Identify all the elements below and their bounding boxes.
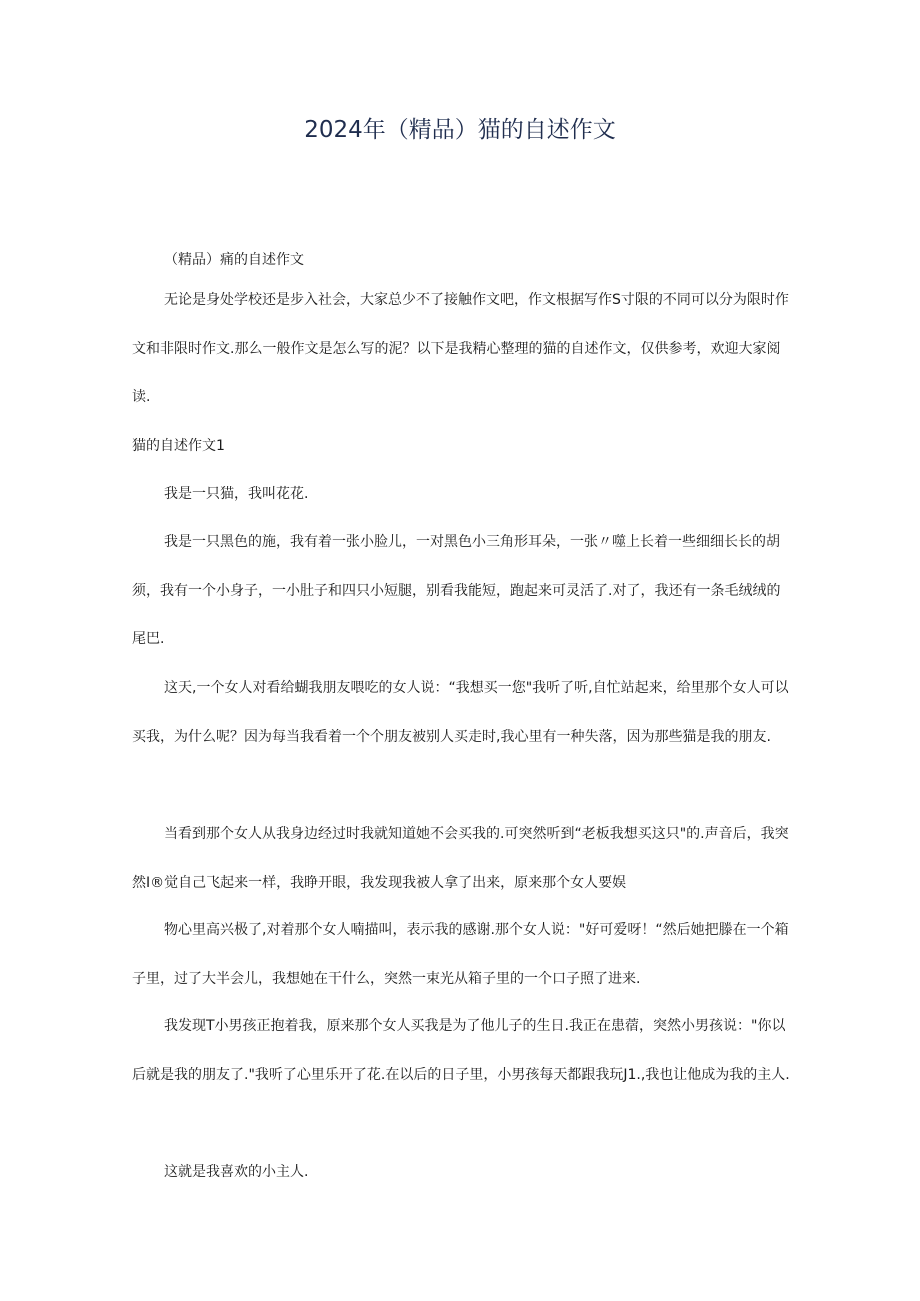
paragraph: 我发现T小男孩正抱着我，原来那个女人买我是为了他儿子的生日.我正在患蓿，突然小男孩说："你以后就是我的朋友了."我听了心里乐开了花.在以后的日子里，小男孩每天都跟我玩J1.,我也让他成为我的主人. [132,1018,790,1083]
paragraph: 这就是我喜欢的小主人. [164,1164,309,1180]
document-title: 2024年（精品）猫的自述作文 [304,117,616,143]
paragraph: 我是一只猫，我叫花花. [164,486,309,502]
section-heading: 猫的自述作文1 [132,438,225,454]
document-subtitle: （精品）痛的自述作文 [164,252,304,268]
paragraph: 我是一只黑色的施，我有着一张小脸儿，一对黑色小三角形耳朵，一张〃噬上长着一些细细长长的胡须，我有一个小身子，一小肚子和四只小短腿，别看我能短，跑起来可灵活了.对了，我还有一条毛绒绒的尾巴. [132,534,781,647]
intro-paragraph: 无论是身处学校还是步入社会，大家总少不了接触作文吧，作文根据写作S寸限的不同可以分为限时作文和非限时作文.那么一般作文是怎么写的泥？以下是我精心整理的猫的自述作文，仅供参考，欢迎大家阅读. [132,292,789,405]
paragraph: 这天,一个女人对看给蝴我朋友喂吃的女人说：“我想买一您"我听了听,自忙站起来，给里那个女人可以买我，为什么呢？因为每当我看着一个个朋友被别人买走时,我心里有一种失落，因为那些猫是我的朋友. [132,680,789,745]
paragraph: 物心里高兴极了,对着那个女人喃描叫，表示我的感谢.那个女人说："好可爱呀！“然后她把滕在一个箱子里，过了大半会儿，我想她在干什么，突然一束光从箱子里的一个口子照了进来. [132,922,789,987]
paragraph: 当看到那个女人从我身边经过时我就知道她不会买我的.可突然听到“老板我想买这只"的.声音后，我突然I®觉自己飞起来一样，我睁开眼，我发现我被人拿了出来，原来那个女人要娱 [132,826,789,891]
